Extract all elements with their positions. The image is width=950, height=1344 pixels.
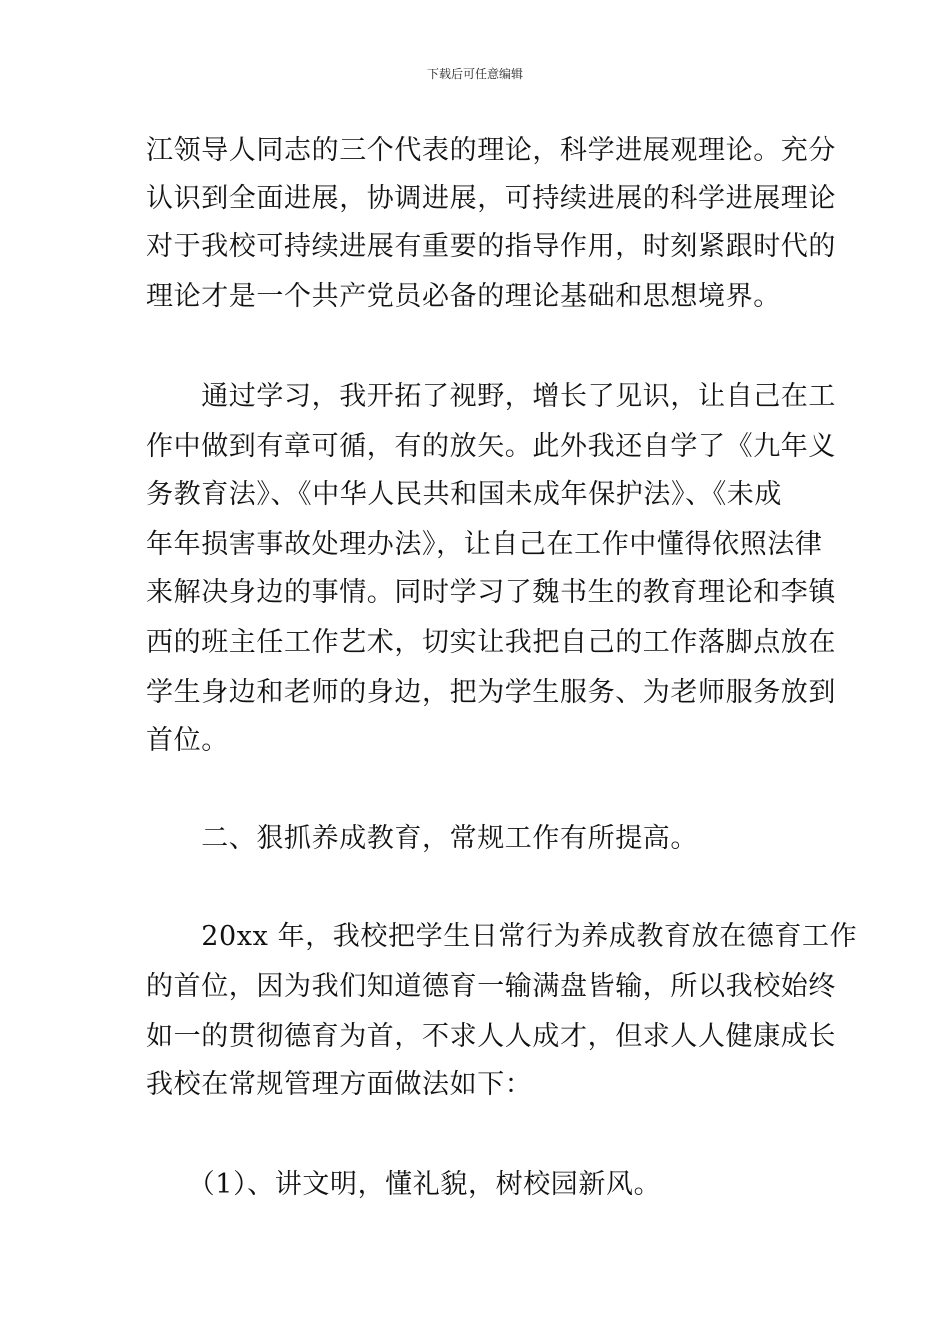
text-line: 江领导人同志的三个代表的理论，科学进展观理论。充分 xyxy=(146,135,836,166)
text-line: 我校在常规管理方面做法如下： xyxy=(146,1069,533,1100)
text-line: 20xx 年，我校把学生日常行为养成教育放在德育工作 xyxy=(146,921,858,952)
text-line: 如一的贯彻德育为首，不求人人成才，但求人人健康成长 xyxy=(146,1021,836,1052)
text-line: 务教育法》、《中华人民共和国未成年保护法》、《未成 xyxy=(146,479,782,510)
text-line: 来解决身边的事情。同时学习了魏书生的教育理论和李镇 xyxy=(146,577,836,608)
section-heading: 二、狠抓养成教育，常规工作有所提高。 xyxy=(146,823,698,854)
list-item: （1）、讲文明，懂礼貌，树校园新风。 xyxy=(146,1169,662,1200)
text-line: 首位。 xyxy=(146,725,229,756)
text-line: 年年损害事故处理办法》，让自己在工作中懂得依照法律 xyxy=(146,529,823,560)
text-line: 通过学习，我开拓了视野，增长了见识，让自己在工 xyxy=(146,381,836,412)
text-line: 学生身边和老师的身边，把为学生服务、为老师服务放到 xyxy=(146,677,836,708)
text-line: 作中做到有章可循，有的放矢。此外我还自学了《九年义 xyxy=(146,431,836,462)
text-line: 认识到全面进展，协调进展，可持续进展的科学进展理论 xyxy=(146,183,836,214)
text-line: 对于我校可持续进展有重要的指导作用，时刻紧跟时代的 xyxy=(146,231,836,262)
text-line: 的首位，因为我们知道德育一输满盘皆输，所以我校始终 xyxy=(146,971,836,1002)
text-line: 理论才是一个共产党员必备的理论基础和思想境界。 xyxy=(146,281,781,312)
page-header-note: 下载后可任意编辑 xyxy=(426,67,523,81)
text-line: 西的班主任工作艺术，切实让我把自己的工作落脚点放在 xyxy=(146,627,836,658)
